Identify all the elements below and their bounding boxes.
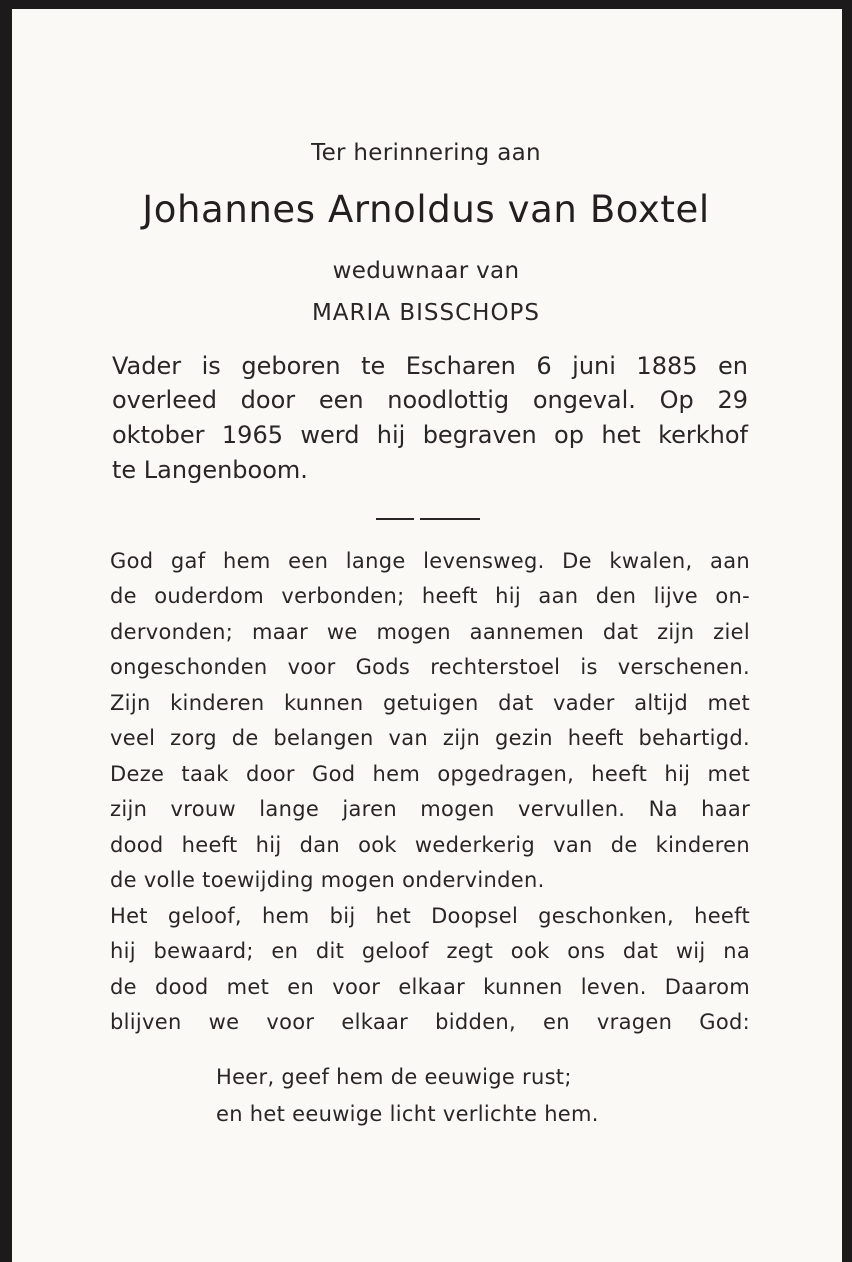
memorial-text-line: de dood met en voor elkaar kunnen leven. Daarom xyxy=(110,975,750,999)
memorial-text-line: zijn vrouw lange jaren mogen vervullen. Na haar xyxy=(110,797,750,821)
ornamental-divider xyxy=(376,518,480,520)
biography-line: overleed door een noodlottig ongeval. Op 29 xyxy=(112,386,748,414)
prayer-line: en het eeuwige licht verlichte hem. xyxy=(216,1102,599,1126)
biography-line: Vader is geboren te Escharen 6 juni 1885 en xyxy=(112,352,748,380)
memorial-text-line: Het geloof, hem bij het Doopsel geschonken, heeft xyxy=(110,904,750,928)
memorial-text-line: dood heeft hij dan ook wederkerig van de kinderen xyxy=(110,833,750,857)
spouse-name: MARIA BISSCHOPS xyxy=(311,300,541,326)
card-header: Ter herinnering aan xyxy=(311,140,541,166)
memorial-text-line: hij bewaard; en dit geloof zegt ook ons dat wij na xyxy=(110,939,750,963)
memorial-text-line: Deze taak door God hem opgedragen, heeft hij met xyxy=(110,762,750,786)
prayer-line: Heer, geef hem de eeuwige rust; xyxy=(216,1065,572,1089)
memorial-text-line: de volle toewijding mogen ondervinden. xyxy=(110,868,545,892)
deceased-name: Johannes Arnoldus van Boxtel xyxy=(142,188,710,231)
memorial-text-line: veel zorg de belangen van zijn gezin heeft behartigd. xyxy=(110,726,750,750)
memorial-text-line: Zijn kinderen kunnen getuigen dat vader altijd met xyxy=(110,691,750,715)
biography-line: oktober 1965 werd hij begraven op het kerkhof xyxy=(112,421,748,449)
memorial-text-line: dervonden; maar we mogen aannemen dat zijn ziel xyxy=(110,620,750,644)
widower-label: weduwnaar van xyxy=(332,258,520,284)
memorial-text-line: de ouderdom verbonden; heeft hij aan den lijve on- xyxy=(110,584,750,608)
memorial-text-line: blijven we voor elkaar bidden, en vragen God: xyxy=(110,1010,750,1034)
memorial-text-line: God gaf hem een lange levensweg. De kwalen, aan xyxy=(110,549,750,573)
memorial-text-line: ongeschonden voor Gods rechterstoel is verschenen. xyxy=(110,655,750,679)
biography-line: te Langenboom. xyxy=(112,456,308,484)
